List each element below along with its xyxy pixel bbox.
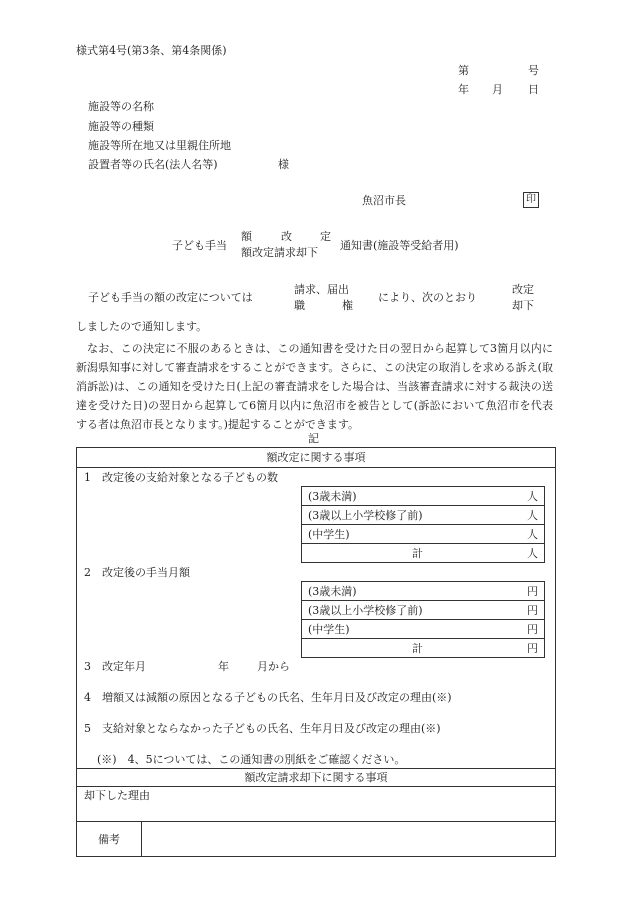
facility-name-label: 施設等の名称 bbox=[88, 100, 154, 113]
table-row bbox=[302, 582, 545, 601]
remarks-label: 備考 bbox=[98, 833, 120, 846]
title-suffix: 通知書(施設等受給者用) bbox=[340, 239, 459, 252]
row-unit: 円 bbox=[527, 604, 538, 617]
intro-mid: により、次のとおり bbox=[378, 291, 477, 304]
title-option-kaitei-1: 額 bbox=[241, 230, 252, 243]
row-label: (中学生) bbox=[308, 528, 350, 541]
divider bbox=[77, 467, 555, 468]
form-number: 様式第4号(第3条、第4条関係) bbox=[76, 44, 227, 57]
doc-number-suffix: 号 bbox=[528, 64, 539, 77]
row-unit: 人 bbox=[527, 509, 538, 522]
row-label: (中学生) bbox=[308, 623, 350, 636]
children-count-table bbox=[301, 486, 545, 563]
annex-note: (※) 4、5については、この通知書の別紙をご確認ください。 bbox=[97, 753, 406, 766]
divider bbox=[77, 821, 555, 822]
details-table bbox=[76, 447, 556, 857]
facility-type-label: 施設等の種類 bbox=[88, 120, 154, 133]
intro-tail: しましたので通知します。 bbox=[76, 320, 208, 333]
doc-number-prefix: 第 bbox=[458, 64, 469, 77]
item-5-reason-ineligible: 5 支給対象とならなかった子どもの氏名、生年月日及び改定の理由(※) bbox=[84, 722, 441, 735]
title-option-kaitei-2: 改 bbox=[281, 230, 292, 243]
date-month: 月 bbox=[492, 83, 503, 96]
table-row bbox=[302, 620, 545, 639]
intro-option-kaitei: 改定 bbox=[512, 283, 534, 296]
seal-stamp: 印 bbox=[523, 192, 539, 208]
item-2-monthly-amount: 2 改定後の手当月額 bbox=[84, 566, 190, 579]
table-row bbox=[302, 525, 545, 544]
row-unit: 円 bbox=[527, 623, 538, 636]
date-day: 日 bbox=[528, 83, 539, 96]
honorific: 様 bbox=[278, 158, 289, 171]
table-row bbox=[302, 506, 545, 525]
intro-option-shoku: 職 bbox=[294, 299, 305, 312]
row-unit: 円 bbox=[527, 585, 538, 598]
reject-reason-label: 却下した理由 bbox=[84, 789, 150, 802]
monthly-amount-table bbox=[301, 581, 545, 658]
title-option-kyakka: 額改定請求却下 bbox=[241, 246, 318, 259]
issuer-mayor: 魚沼市長 bbox=[362, 194, 406, 207]
row-label: (3歳以上小学校修了前) bbox=[308, 509, 423, 522]
row-label: (3歳未満) bbox=[308, 585, 357, 598]
row-label: (3歳以上小学校修了前) bbox=[308, 604, 423, 617]
row-unit: 人 bbox=[527, 528, 538, 541]
item-3-revision-month: 3 改定年月 bbox=[84, 660, 146, 673]
item-1-children-count: 1 改定後の支給対象となる子どもの数 bbox=[84, 471, 278, 484]
facility-address-label: 施設等所在地又は里親住所地 bbox=[88, 139, 231, 152]
divider bbox=[77, 786, 555, 787]
appeal-notice: なお、この決定に不服のあるときは、この通知書を受けた日の翌日から起算して3箇月以内に新潟県知事に対して審査請求をすることができます。さらに、この決定の取消しを求める訴え(取消訴訟)は、この通知を受けた日(上記の審査請求をした場合は、当該審査請求に対する裁決の送達を受けた日)の翌日から起算して6箇月以内に魚沼市を被告として(訴訟において魚沼市を代表する者は魚沼市長となります。)提起することができます。 bbox=[76, 342, 553, 431]
intro-option-ken: 権 bbox=[342, 299, 353, 312]
row-unit: 人 bbox=[527, 547, 538, 560]
intro-lead: 子ども手当の額の改定については bbox=[88, 291, 253, 304]
row-unit: 円 bbox=[527, 642, 538, 655]
total-label: 計 bbox=[412, 547, 423, 560]
intro-option-kyakka: 却下 bbox=[512, 299, 534, 312]
divider bbox=[77, 768, 555, 769]
title-prefix: 子ども手当 bbox=[172, 239, 227, 252]
ki-mark: 記 bbox=[308, 432, 319, 445]
item-3-month: 月から bbox=[257, 660, 290, 673]
table-row bbox=[302, 601, 545, 620]
item-4-reason-change: 4 増額又は減額の原因となる子どもの氏名、生年月日及び改定の理由(※) bbox=[84, 691, 452, 704]
date-year: 年 bbox=[458, 83, 469, 96]
founder-name-label: 設置者等の氏名(法人名等) bbox=[88, 158, 218, 171]
table-row bbox=[302, 544, 545, 563]
item-3-year: 年 bbox=[218, 660, 229, 673]
row-unit: 人 bbox=[527, 490, 538, 503]
table-row bbox=[302, 639, 545, 658]
row-label: (3歳未満) bbox=[308, 490, 357, 503]
table-row bbox=[302, 487, 545, 506]
section-kyakka-header: 額改定請求却下に関する事項 bbox=[244, 771, 388, 784]
section-kaitei-header: 額改定に関する事項 bbox=[266, 451, 366, 464]
title-option-kaitei-3: 定 bbox=[320, 230, 331, 243]
total-label: 計 bbox=[412, 642, 423, 655]
intro-option-request: 請求、届出 bbox=[294, 283, 349, 296]
remarks-divider bbox=[141, 821, 142, 856]
